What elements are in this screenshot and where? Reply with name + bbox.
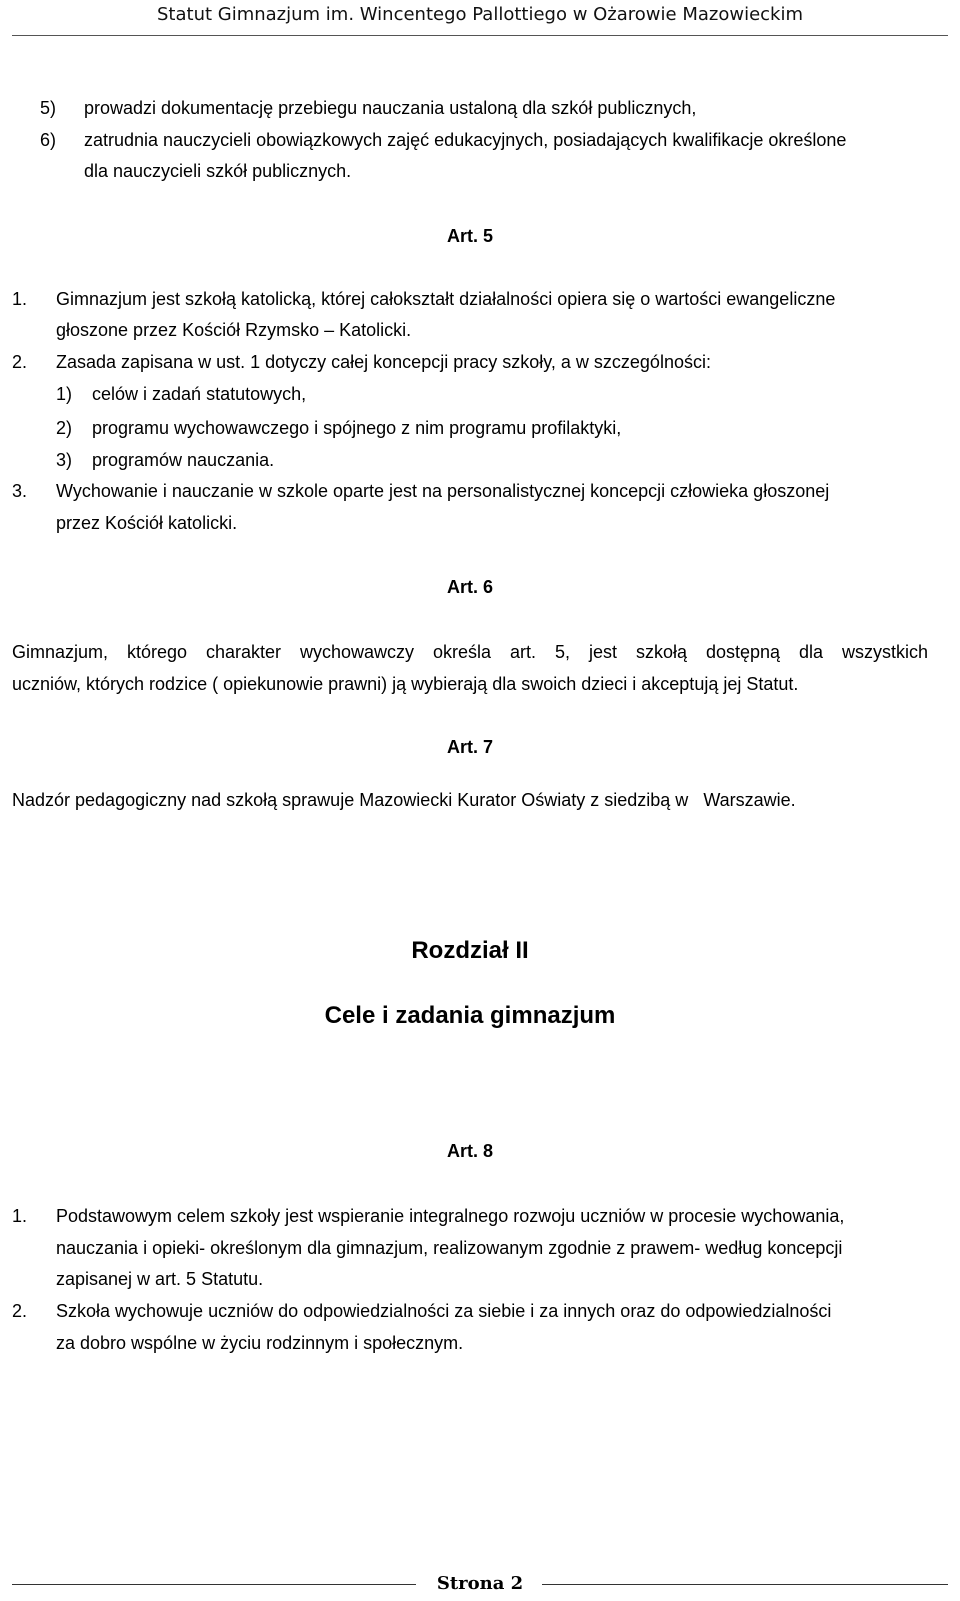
- header-title: Statut Gimnazjum im. Wincentego Pallottiego w Ożarowie Mazowieckim: [157, 4, 803, 25]
- list-item-text: dla nauczycieli szkół publicznych.: [84, 161, 352, 181]
- article-heading: Art. 7: [446, 737, 493, 757]
- article-heading: Art. 5: [446, 226, 493, 246]
- paragraph-text: nauczania i opieki- określonym dla gimnazjum, realizowanym zgodnie z prawem- według koncepcji: [56, 1238, 843, 1258]
- sub-list-text: programów nauczania.: [92, 450, 275, 470]
- paragraph-text: Szkoła wychowuje uczniów do odpowiedzialności za siebie i za innych oraz do odpowiedzialności: [56, 1301, 832, 1321]
- chapter-number: Rozdział II: [411, 937, 529, 964]
- paragraph-text: uczniów, których rodzice ( opiekunowie prawni) ją wybierają dla swoich dzieci i akceptują jej Statut.: [12, 674, 799, 694]
- paragraph-text: za dobro wspólne w życiu rodzinnym i społecznym.: [56, 1333, 464, 1353]
- sub-list-text: programu wychowawczego i spójnego z nim programu profilaktyki,: [92, 418, 622, 438]
- sub-list-number: 2): [56, 418, 73, 438]
- paragraph-number: 1.: [12, 1206, 28, 1226]
- paragraph-number: 2.: [12, 352, 28, 372]
- paragraph-text: Nadzór pedagogiczny nad szkołą sprawuje Mazowiecki Kurator Oświaty z siedzibą w Warszawie.: [12, 790, 796, 810]
- paragraph-text: przez Kościół katolicki.: [56, 513, 238, 533]
- article-heading: Art. 8: [446, 1141, 493, 1161]
- paragraph-text: Wychowanie i nauczanie w szkole oparte jest na personalistycznej koncepcji człowieka głoszonej: [56, 481, 830, 501]
- paragraph-text: zapisanej w art. 5 Statutu.: [56, 1269, 264, 1289]
- paragraph-text: Podstawowym celem szkoły jest wspieranie integralnego rozwoju uczniów w procesie wychowania,: [56, 1206, 845, 1226]
- paragraph-text: głoszone przez Kościół Rzymsko – Katolicki.: [56, 320, 412, 340]
- paragraph-number: 3.: [12, 481, 28, 501]
- paragraph-text: Gimnazjum, którego charakter wychowawczy określa art. 5, jest szkołą dostępną dla wszystkich: [12, 642, 928, 662]
- page-header: [0, 0, 960, 52]
- sub-list-number: 1): [56, 384, 73, 404]
- article-heading: Art. 6: [446, 577, 493, 597]
- paragraph-number: 1.: [12, 289, 28, 309]
- paragraph-text: Gimnazjum jest szkołą katolicką, której całokształt działalności opiera się o wartości ewangeliczne: [56, 289, 836, 309]
- page-number: Strona 2: [436, 1573, 524, 1594]
- list-number: 6): [40, 130, 57, 150]
- chapter-title: Cele i zadania gimnazjum: [324, 1002, 616, 1029]
- paragraph-text: Zasada zapisana w ust. 1 dotyczy całej koncepcji pracy szkoły, a w szczególności:: [56, 352, 711, 372]
- sub-list-text: celów i zadań statutowych,: [92, 384, 307, 404]
- paragraph-number: 2.: [12, 1301, 28, 1321]
- list-item-text: prowadzi dokumentację przebiegu nauczania ustaloną dla szkół publicznych,: [84, 98, 697, 118]
- header-divider: [12, 35, 948, 36]
- sub-list-number: 3): [56, 450, 73, 470]
- list-item-text: zatrudnia nauczycieli obowiązkowych zajęć edukacyjnych, posiadających kwalifikacje określone: [84, 130, 847, 150]
- list-number: 5): [40, 98, 57, 118]
